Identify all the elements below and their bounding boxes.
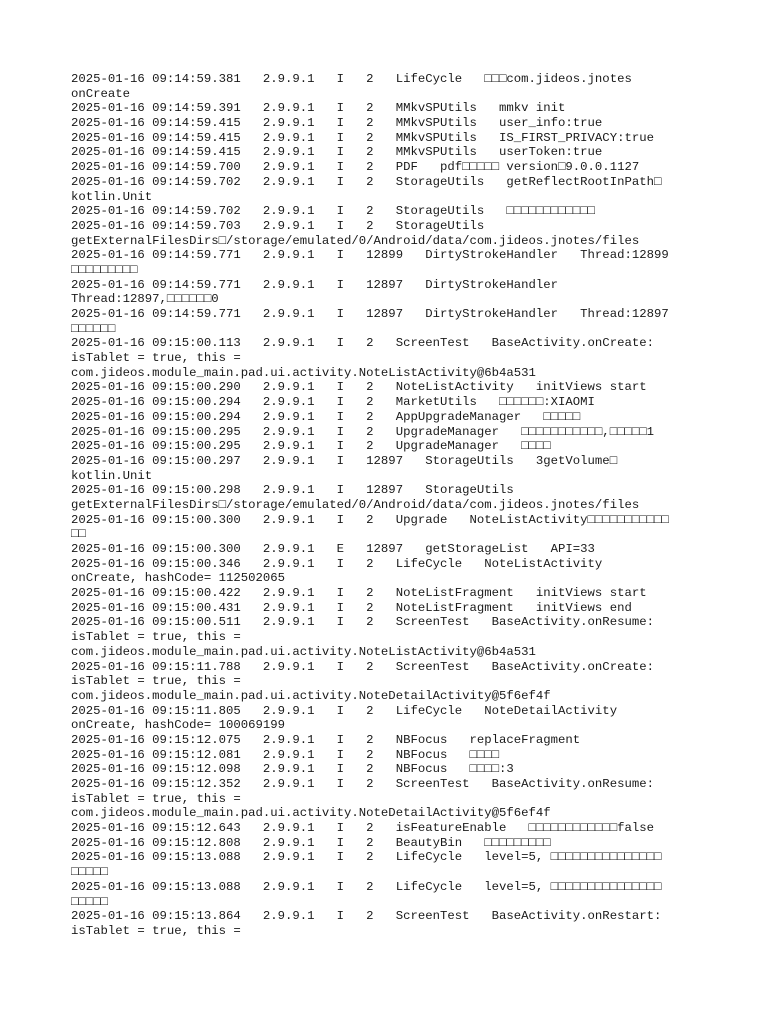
log-line: 2025-01-16 09:14:59.415 2.9.9.1 I 2 MMkvSPUtils user_info:true — [71, 116, 603, 131]
log-line: 2025-01-16 09:15:00.346 2.9.9.1 I 2 LifeCycle NoteListActivity — [71, 556, 603, 571]
log-line: 2025-01-16 09:14:59.771 2.9.9.1 I 12897 DirtyStrokeHandler Thread:12897 — [71, 307, 669, 321]
log-line: 2025-01-16 09:15:13.088 2.9.9.1 I 2 LifeCycle level=5, □□□□□□□□□□□□□□□ — [71, 879, 662, 894]
log-line: 2025-01-16 09:14:59.771 2.9.9.1 I 12899 DirtyStrokeHandler Thread:12899 — [71, 248, 669, 263]
log-line: 2025-01-16 09:15:00.422 2.9.9.1 I 2 NoteListFragment initViews start — [71, 586, 647, 601]
log-line: 2025-01-16 09:15:12.081 2.9.9.1 I 2 NBFocus □□□□ — [71, 747, 500, 762]
log-line: 2025-01-16 09:15:00.295 2.9.9.1 I 2 UpgradeManager □□□□□□□□□□□,□□□□□1 — [71, 424, 654, 439]
log-line: onCreate — [71, 86, 131, 101]
log-line: getExternalFilesDirs□/storage/emulated/0/Android/data/com.jideos.jnotes/files — [71, 497, 640, 512]
log-line: onCreate, hashCode= 112502065 — [71, 571, 286, 586]
log-line: 2025-01-16 09:15:00.300 2.9.9.1 I 2 Upgrade NoteListActivity□□□□□□□□□□□ — [71, 512, 669, 527]
log-text — [71, 72, 711, 939]
log-line: 2025-01-16 09:15:12.808 2.9.9.1 I 2 BeautyBin □□□□□□□□□ — [71, 835, 551, 850]
log-line: getExternalFilesDirs□/storage/emulated/0/Android/data/com.jideos.jnotes/files — [71, 233, 640, 248]
log-line: com.jideos.module_main.pad.ui.activity.NoteDetailActivity@5f6ef4f — [71, 688, 551, 703]
log-line: □□□□□ — [71, 865, 108, 880]
log-line: 2025-01-16 09:14:59.415 2.9.9.1 I 2 MMkvSPUtils userToken:true — [71, 145, 603, 160]
log-line: □□□□□□ — [71, 321, 116, 336]
log-line: kotlin.Unit — [71, 468, 153, 483]
log-line: 2025-01-16 09:15:11.788 2.9.9.1 I 2 ScreenTest BaseActivity.onCreate: — [71, 659, 654, 674]
log-line: 2025-01-16 09:15:12.098 2.9.9.1 I 2 NBFocus □□□□:3 — [71, 762, 514, 777]
log-line: isTablet = true, this = — [71, 630, 241, 645]
log-line: isTablet = true, this = — [71, 791, 241, 806]
log-line: isTablet = true, this = — [71, 674, 241, 689]
log-line: □□ — [71, 527, 86, 542]
log-line: 2025-01-16 09:15:00.295 2.9.9.1 I 2 UpgradeManager □□□□ — [71, 439, 551, 454]
log-line: 2025-01-16 09:15:00.511 2.9.9.1 I 2 ScreenTest BaseActivity.onResume: — [71, 615, 654, 630]
log-line: □□□□□ — [71, 894, 108, 909]
log-line: 2025-01-16 09:14:59.702 2.9.9.1 I 2 StorageUtils □□□□□□□□□□□□ — [71, 204, 595, 219]
log-line: 2025-01-16 09:14:59.703 2.9.9.1 I 2 StorageUtils — [71, 218, 485, 233]
log-line: com.jideos.module_main.pad.ui.activity.NoteListActivity@6b4a531 — [71, 365, 536, 380]
log-line: 2025-01-16 09:15:12.352 2.9.9.1 I 2 ScreenTest BaseActivity.onResume: — [71, 777, 654, 791]
log-line: 2025-01-16 09:14:59.702 2.9.9.1 I 2 StorageUtils getReflectRootInPath□ — [71, 174, 662, 189]
log-line: □□□□□□□□□ — [71, 262, 138, 277]
log-line: 2025-01-16 09:15:00.298 2.9.9.1 I 12897 StorageUtils — [71, 483, 514, 498]
log-line: 2025-01-16 09:15:00.297 2.9.9.1 I 12897 StorageUtils 3getVolume□ — [71, 453, 618, 468]
log-line: onCreate, hashCode= 100069199 — [71, 718, 286, 733]
log-line: kotlin.Unit — [71, 189, 153, 204]
log-line: 2025-01-16 09:14:59.700 2.9.9.1 I 2 PDF pdf□□□□□ version□9.0.0.1127 — [71, 160, 640, 175]
log-line: 2025-01-16 09:15:00.290 2.9.9.1 I 2 NoteListActivity initViews start — [71, 380, 647, 395]
log-line: 2025-01-16 09:15:13.088 2.9.9.1 I 2 LifeCycle level=5, □□□□□□□□□□□□□□□ — [71, 850, 662, 865]
log-line: 2025-01-16 09:15:00.294 2.9.9.1 I 2 AppUpgradeManager □□□□□ — [71, 409, 581, 424]
log-line: Thread:12897,□□□□□□0 — [71, 292, 219, 307]
log-line: isTablet = true, this = — [71, 923, 241, 938]
log-line: 2025-01-16 09:14:59.771 2.9.9.1 I 12897 DirtyStrokeHandler — [71, 277, 559, 292]
log-line: 2025-01-16 09:15:00.113 2.9.9.1 I 2 ScreenTest BaseActivity.onCreate: — [71, 336, 654, 351]
log-line: com.jideos.module_main.pad.ui.activity.NoteDetailActivity@5f6ef4f — [71, 806, 551, 821]
log-line: isTablet = true, this = — [71, 351, 241, 366]
log-line: 2025-01-16 09:15:00.431 2.9.9.1 I 2 NoteListFragment initViews end — [71, 600, 632, 615]
log-line: 2025-01-16 09:14:59.391 2.9.9.1 I 2 MMkvSPUtils mmkv init — [71, 101, 566, 116]
log-line: 2025-01-16 09:15:12.075 2.9.9.1 I 2 NBFocus replaceFragment — [71, 732, 581, 747]
log-line: 2025-01-16 09:14:59.381 2.9.9.1 I 2 LifeCycle □□□com.jideos.jnotes — [71, 72, 632, 86]
log-line: com.jideos.module_main.pad.ui.activity.NoteListActivity@6b4a531 — [71, 644, 536, 659]
log-line: 2025-01-16 09:15:13.864 2.9.9.1 I 2 ScreenTest BaseActivity.onRestart: — [71, 909, 662, 924]
log-line: 2025-01-16 09:15:11.805 2.9.9.1 I 2 LifeCycle NoteDetailActivity — [71, 703, 618, 718]
log-line: 2025-01-16 09:14:59.415 2.9.9.1 I 2 MMkvSPUtils IS_FIRST_PRIVACY:true — [71, 130, 654, 145]
log-line: 2025-01-16 09:15:00.294 2.9.9.1 I 2 MarketUtils □□□□□□:XIAOMI — [71, 395, 595, 410]
log-line: 2025-01-16 09:15:12.643 2.9.9.1 I 2 isFeatureEnable □□□□□□□□□□□□false — [71, 821, 654, 836]
log-line: 2025-01-16 09:15:00.300 2.9.9.1 E 12897 getStorageList API=33 — [71, 542, 595, 556]
